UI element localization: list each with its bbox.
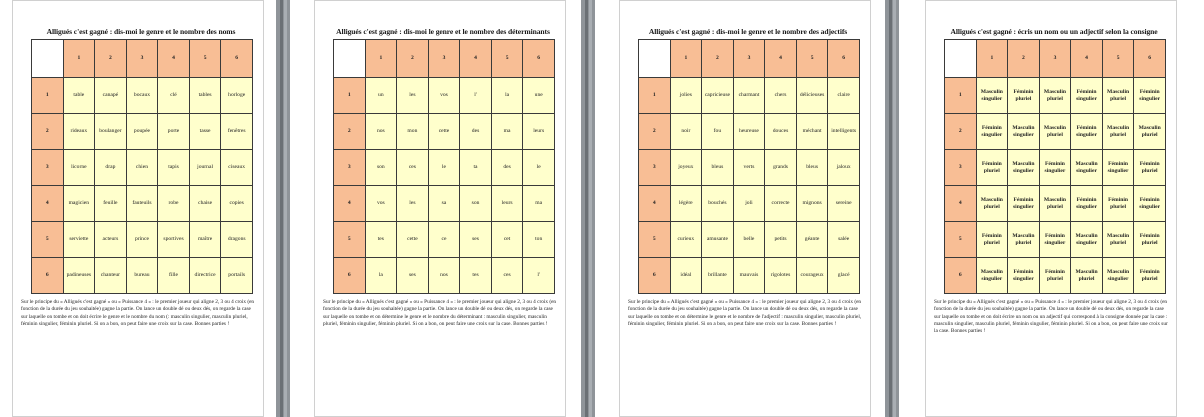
- grid-row: [334, 258, 555, 294]
- grid-cell: Masculin pluriel: [976, 186, 1008, 222]
- grid-cell: cette: [428, 114, 460, 150]
- column-header: 5: [189, 40, 221, 78]
- grid-cell: ma: [523, 186, 555, 222]
- column-header: 5: [491, 40, 523, 78]
- grid-cell: leurs: [491, 186, 523, 222]
- grid-cell: ses: [460, 222, 492, 258]
- grid-cell: bleus: [796, 150, 828, 186]
- grid-cell: Masculin singulier: [1008, 114, 1040, 150]
- row-header: 1: [945, 78, 977, 114]
- grid-cell: Féminin pluriel: [976, 222, 1008, 258]
- grid-cell: magicien: [63, 186, 95, 222]
- grid-cell: chers: [765, 78, 797, 114]
- row-header: 6: [945, 258, 977, 294]
- page-determinants: [314, 0, 566, 417]
- grid-cell: idéal: [670, 258, 702, 294]
- grid-row: [32, 78, 253, 114]
- grid-cell: ciseaux: [221, 150, 253, 186]
- grid-cell: sa: [428, 186, 460, 222]
- row-header: 4: [334, 186, 366, 222]
- grid-cell: Masculin singulier: [1008, 150, 1040, 186]
- page-separator: [885, 0, 899, 417]
- game-rules-text: Sur le principe du « Alligués c'est gagné » ou « Puissance 4 » : le premier joueur qui aligne 2, 3 ou 4 croix (en fonction de la durée du jeu souhaitée) gagne la partie. On lance un double dé ou deux dés, on regarde la case sur laquelle on tombe et on détermine le genre et le nombre de l'adjectif : masculin singulier, masculin pluriel, féminin singulier, féminin pluriel. Si on a bon, on peut faire une croix sur la case. Bonnes parties !: [628, 299, 862, 327]
- column-header: 5: [796, 40, 828, 78]
- grid-cell: Féminin pluriel: [1039, 258, 1071, 294]
- grid-cell: Féminin singulier: [1008, 186, 1040, 222]
- grid-cell: Masculin pluriel: [1102, 114, 1134, 150]
- column-header: 6: [828, 40, 860, 78]
- grid-corner: [945, 40, 977, 78]
- grid-cell: jolies: [670, 78, 702, 114]
- grid-row: [334, 150, 555, 186]
- grid-cell: drap: [95, 150, 127, 186]
- grid-cell: correcte: [765, 186, 797, 222]
- grid-cell: Féminin singulier: [1071, 114, 1103, 150]
- row-header: 5: [32, 222, 64, 258]
- column-header: 4: [765, 40, 797, 78]
- grid-row: [945, 114, 1166, 150]
- column-header: 2: [702, 40, 734, 78]
- row-header: 5: [639, 222, 671, 258]
- grid-cell: Féminin pluriel: [1134, 150, 1166, 186]
- grid-cell: Masculin singulier: [976, 258, 1008, 294]
- column-header: 3: [428, 40, 460, 78]
- grid-cell: brillante: [702, 258, 734, 294]
- row-header: 6: [639, 258, 671, 294]
- grid-cell: licorne: [63, 150, 95, 186]
- grid-cell: tes: [460, 258, 492, 294]
- grid-cell: Masculin singulier: [976, 78, 1008, 114]
- row-header: 1: [639, 78, 671, 114]
- grid-cell: ses: [397, 258, 429, 294]
- grid-cell: clé: [158, 78, 190, 114]
- grid-cell: chien: [126, 150, 158, 186]
- grid-cell: fou: [702, 114, 734, 150]
- page-title: Alligués c'est gagné : écris un nom ou un adjectif selon la consigne: [950, 27, 1158, 36]
- grid-cell: journal: [189, 150, 221, 186]
- grid-cell: des: [491, 150, 523, 186]
- grid-cell: vos: [428, 78, 460, 114]
- grid-row: [32, 222, 253, 258]
- row-header: 5: [334, 222, 366, 258]
- column-header: 1: [976, 40, 1008, 78]
- grid-cell: l': [523, 258, 555, 294]
- grid-cell: les: [397, 78, 429, 114]
- grid-cell: directrice: [189, 258, 221, 294]
- grid-cell: Féminin singulier: [1071, 186, 1103, 222]
- column-header: 6: [1134, 40, 1166, 78]
- grid-cell: petits: [765, 222, 797, 258]
- grid-cell: boulanger: [95, 114, 127, 150]
- page-title: Alligués c'est gagné : dis-moi le genre et le nombre des noms: [46, 27, 236, 36]
- grid-cell: horloge: [221, 78, 253, 114]
- game-rules-text: Sur le principe du « Alligués c'est gagné » ou « Puissance 4 » : le premier joueur qui aligne 2, 3 ou 4 croix (en fonction de la durée du jeu souhaitée) gagne la partie. On lance un double dé ou deux dés, on regarde la case sur laquelle on tombe et on doit écrire le genre et le nombre du nom (: masculin singulier, masculin pluriel, féminin singulier, féminin pluriel. Si on a bon, on peut faire une croix sur la case. Bonnes parties !: [21, 299, 255, 327]
- grid-cell: des: [460, 114, 492, 150]
- grid-row: [334, 222, 555, 258]
- grid-cell: poupée: [126, 114, 158, 150]
- grid-cell: bocaux: [126, 78, 158, 114]
- grid-cell: mauvais: [733, 258, 765, 294]
- grid-cell: géante: [796, 222, 828, 258]
- grid-cell: Masculin pluriel: [1102, 222, 1134, 258]
- grid-row: [945, 186, 1166, 222]
- grid-cell: Masculin singulier: [1071, 222, 1103, 258]
- grid-cell: ma: [491, 114, 523, 150]
- row-header: 3: [945, 150, 977, 186]
- grid-cell: le: [428, 150, 460, 186]
- row-header: 3: [32, 150, 64, 186]
- column-header: 3: [1039, 40, 1071, 78]
- grid-cell: noir: [670, 114, 702, 150]
- row-header: 5: [945, 222, 977, 258]
- grid-row: [32, 186, 253, 222]
- grid-row: [334, 114, 555, 150]
- grid-cell: les: [397, 186, 429, 222]
- grid-cell: charmant: [733, 78, 765, 114]
- grid-cell: mignons: [796, 186, 828, 222]
- grid-cell: Féminin singulier: [1039, 222, 1071, 258]
- grid-cell: padineuses: [63, 258, 95, 294]
- page-separator: [276, 0, 290, 417]
- grid-cell: mon: [397, 114, 429, 150]
- grid-cell: courageux: [796, 258, 828, 294]
- game-grid: [31, 39, 253, 294]
- grid-cell: porte: [158, 114, 190, 150]
- row-header: 4: [945, 186, 977, 222]
- grid-cell: bouchés: [702, 186, 734, 222]
- row-header: 6: [334, 258, 366, 294]
- row-header: 4: [32, 186, 64, 222]
- column-header: 6: [523, 40, 555, 78]
- grid-row: [32, 150, 253, 186]
- grid-corner: [334, 40, 366, 78]
- grid-cell: serviette: [63, 222, 95, 258]
- grid-row: [945, 150, 1166, 186]
- grid-cell: Masculin singulier: [1071, 150, 1103, 186]
- grid-cell: ton: [523, 222, 555, 258]
- column-header: 4: [1071, 40, 1103, 78]
- grid-cell: nos: [365, 114, 397, 150]
- grid-cell: bleus: [702, 150, 734, 186]
- grid-row: [639, 150, 860, 186]
- grid-cell: Masculin pluriel: [1039, 78, 1071, 114]
- grid-cell: Féminin pluriel: [976, 150, 1008, 186]
- column-header: 5: [1102, 40, 1134, 78]
- column-header: 1: [63, 40, 95, 78]
- grid-cell: Féminin singulier: [1071, 78, 1103, 114]
- grid-cell: dragons: [221, 222, 253, 258]
- grid-cell: Féminin singulier: [976, 114, 1008, 150]
- row-header: 3: [639, 150, 671, 186]
- grid-cell: une: [523, 78, 555, 114]
- grid-cell: chanteur: [95, 258, 127, 294]
- column-header: 4: [460, 40, 492, 78]
- column-header: 3: [126, 40, 158, 78]
- grid-cell: fille: [158, 258, 190, 294]
- column-header: 4: [158, 40, 190, 78]
- page-separator: [581, 0, 595, 417]
- grid-cell: maître: [189, 222, 221, 258]
- grid-cell: grands: [765, 150, 797, 186]
- grid-cell: robe: [158, 186, 190, 222]
- grid-cell: cet: [491, 222, 523, 258]
- grid-cell: tasse: [189, 114, 221, 150]
- grid-cell: Masculin pluriel: [1102, 78, 1134, 114]
- column-header: 2: [95, 40, 127, 78]
- row-header: 2: [32, 114, 64, 150]
- grid-cell: la: [365, 258, 397, 294]
- grid-cell: Féminin pluriel: [1008, 78, 1040, 114]
- grid-cell: Masculin pluriel: [1039, 114, 1071, 150]
- row-header: 1: [32, 78, 64, 114]
- grid-cell: tes: [365, 222, 397, 258]
- grid-row: [945, 222, 1166, 258]
- grid-cell: son: [365, 150, 397, 186]
- grid-cell: Masculin pluriel: [1039, 186, 1071, 222]
- row-header: 4: [639, 186, 671, 222]
- grid-cell: fauteuils: [126, 186, 158, 222]
- page-title: Alligués c'est gagné : dis-moi le genre et le nombre des déterminants: [336, 27, 550, 36]
- grid-cell: copies: [221, 186, 253, 222]
- grid-cell: joyeux: [670, 150, 702, 186]
- grid-cell: le: [523, 150, 555, 186]
- grid-cell: acteurs: [95, 222, 127, 258]
- grid-cell: méchant: [796, 114, 828, 150]
- grid-cell: cette: [397, 222, 429, 258]
- grid-cell: nos: [428, 258, 460, 294]
- grid-cell: glacé: [828, 258, 860, 294]
- row-header: 2: [945, 114, 977, 150]
- grid-cell: Féminin pluriel: [1134, 222, 1166, 258]
- grid-cell: l': [460, 78, 492, 114]
- grid-cell: heureuse: [733, 114, 765, 150]
- grid-cell: belle: [733, 222, 765, 258]
- grid-cell: rigolotes: [765, 258, 797, 294]
- grid-cell: Féminin singulier: [1008, 258, 1040, 294]
- grid-cell: salée: [828, 222, 860, 258]
- row-header: 2: [334, 114, 366, 150]
- column-header: 3: [733, 40, 765, 78]
- grid-row: [945, 258, 1166, 294]
- page-adjectifs: [619, 0, 871, 417]
- grid-row: [639, 114, 860, 150]
- grid-cell: portails: [221, 258, 253, 294]
- grid-cell: ces: [491, 258, 523, 294]
- grid-cell: délicieuses: [796, 78, 828, 114]
- row-header: 6: [32, 258, 64, 294]
- grid-cell: amusante: [702, 222, 734, 258]
- grid-cell: Féminin singulier: [1039, 150, 1071, 186]
- grid-cell: sereine: [828, 186, 860, 222]
- grid-cell: vos: [365, 186, 397, 222]
- game-rules-text: Sur le principe du « Alligués c'est gagné » ou « Puissance 4 » : le premier joueur qui aligne 2, 3 ou 4 croix (en fonction de la durée du jeu souhaitée) gagne la partie. On lance un double dé ou deux dés, on regarde la case sur laquelle on tombe et on doit écrire un nom ou un adjectif qui correspond à la consigne donnée par la case : masculin singulier, masculin pluriel, féminin singulier, féminin pluriel. Si on a bon, on peut faire une croix sur la case. Bonnes parties !: [934, 299, 1168, 335]
- grid-cell: Masculin pluriel: [1134, 114, 1166, 150]
- grid-cell: ce: [428, 222, 460, 258]
- grid-cell: Féminin pluriel: [1102, 186, 1134, 222]
- grid-cell: tapis: [158, 150, 190, 186]
- grid-row: [639, 186, 860, 222]
- grid-row: [334, 186, 555, 222]
- grid-cell: fenêtres: [221, 114, 253, 150]
- game-grid: [638, 39, 860, 294]
- grid-row: [639, 258, 860, 294]
- page-title: Alligués c'est gagné : dis-moi le genre et le nombre des adjectifs: [648, 27, 848, 36]
- column-header: 6: [221, 40, 253, 78]
- grid-cell: ces: [397, 150, 429, 186]
- grid-cell: bureau: [126, 258, 158, 294]
- grid-cell: verts: [733, 150, 765, 186]
- grid-row: [32, 258, 253, 294]
- grid-cell: capricieuse: [702, 78, 734, 114]
- grid-cell: joli: [733, 186, 765, 222]
- grid-corner: [32, 40, 64, 78]
- grid-cell: Féminin singulier: [1134, 78, 1166, 114]
- grid-corner: [639, 40, 671, 78]
- grid-cell: Masculin singulier: [1102, 258, 1134, 294]
- grid-cell: ta: [460, 150, 492, 186]
- grid-cell: Féminin pluriel: [1134, 258, 1166, 294]
- page-noms: [12, 0, 264, 417]
- column-header: 2: [397, 40, 429, 78]
- game-grid: [333, 39, 555, 294]
- grid-cell: prince: [126, 222, 158, 258]
- grid-row: [334, 78, 555, 114]
- column-header: 2: [1008, 40, 1040, 78]
- row-header: 3: [334, 150, 366, 186]
- grid-cell: légère: [670, 186, 702, 222]
- row-header: 1: [334, 78, 366, 114]
- grid-cell: chaise: [189, 186, 221, 222]
- grid-cell: claire: [828, 78, 860, 114]
- grid-row: [945, 78, 1166, 114]
- grid-cell: Masculin pluriel: [1071, 258, 1103, 294]
- grid-cell: curieux: [670, 222, 702, 258]
- grid-cell: douces: [765, 114, 797, 150]
- grid-row: [32, 114, 253, 150]
- grid-row: [639, 222, 860, 258]
- game-rules-text: Sur le principe du « Alligués c'est gagné » ou « Puissance 4 » : le premier joueur qui aligne 2, 3 ou 4 croix (en fonction de la durée du jeu souhaitée) gagne la partie. On lance un double dé ou deux dés, on regarde la case sur laquelle on tombe et on détermine le genre et le nombre du déterminant : masculin singulier, masculin pluriel, féminin singulier, féminin pluriel. Si on a bon, on peut faire une croix sur la case. Bonnes parties !: [323, 299, 557, 327]
- grid-cell: tables: [189, 78, 221, 114]
- grid-cell: la: [491, 78, 523, 114]
- grid-cell: Féminin singulier: [1134, 186, 1166, 222]
- grid-cell: leurs: [523, 114, 555, 150]
- grid-cell: sportives: [158, 222, 190, 258]
- column-header: 1: [365, 40, 397, 78]
- grid-row: [639, 78, 860, 114]
- row-header: 2: [639, 114, 671, 150]
- page-consigne: [925, 0, 1177, 417]
- grid-cell: son: [460, 186, 492, 222]
- grid-cell: un: [365, 78, 397, 114]
- grid-cell: intelligents: [828, 114, 860, 150]
- grid-cell: Féminin singulier: [1102, 150, 1134, 186]
- game-grid: [944, 39, 1166, 294]
- grid-cell: Masculin pluriel: [1008, 222, 1040, 258]
- grid-cell: feuille: [95, 186, 127, 222]
- grid-cell: canapé: [95, 78, 127, 114]
- column-header: 1: [670, 40, 702, 78]
- grid-cell: rideaux: [63, 114, 95, 150]
- grid-cell: jaloux: [828, 150, 860, 186]
- grid-cell: table: [63, 78, 95, 114]
